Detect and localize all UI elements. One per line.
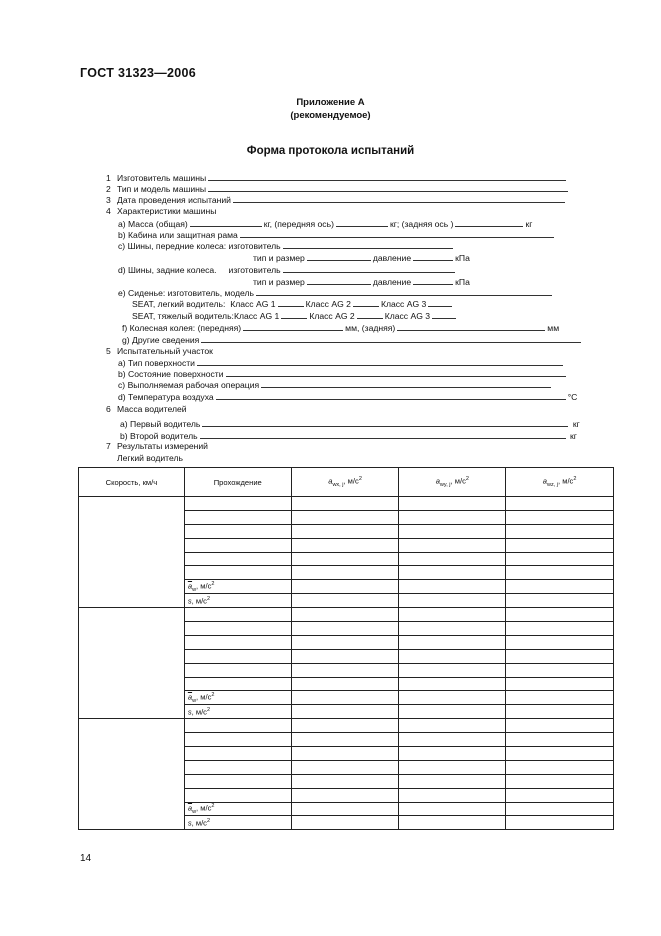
value-cell[interactable] [291,802,399,816]
speed-cell[interactable] [79,608,185,719]
pass-cell[interactable] [184,552,291,566]
value-cell[interactable] [399,524,506,538]
table-row [79,719,614,733]
pass-cell[interactable] [184,677,291,691]
value-cell[interactable] [506,594,614,608]
value-cell[interactable] [506,608,614,622]
value-cell[interactable] [291,552,399,566]
speed-cell[interactable] [79,497,185,608]
line-first-driver: a) Первый водитель кг [120,419,580,429]
value-cell[interactable] [291,622,399,636]
line-driver-mass: 6 Масса водителей [106,404,187,414]
mean-label-cell[interactable]: $\overline{a}_w$, $м/с^2$ [184,691,291,705]
pass-cell[interactable] [184,538,291,552]
value-cell[interactable] [506,635,614,649]
pass-cell[interactable] [184,524,291,538]
line-surface-type: a) Тип поверхности [118,357,565,369]
value-cell[interactable] [399,510,506,524]
value-cell[interactable] [399,608,506,622]
pass-cell[interactable] [184,649,291,663]
value-cell[interactable] [399,566,506,580]
value-cell[interactable] [291,816,399,830]
value-cell[interactable] [399,497,506,511]
line-rear-tires-size: тип и размер давление кПа [253,277,470,287]
value-cell[interactable] [291,774,399,788]
header-pass: Прохождение [184,468,291,497]
value-cell[interactable] [399,774,506,788]
line-model: 2 Тип и модель машины [106,183,570,195]
value-cell[interactable] [506,538,614,552]
line-seat-light: SEAT, легкий водитель: Класс AG 1 Класс AG 2 Класс AG 3 [132,298,454,310]
pass-cell[interactable] [184,566,291,580]
s-label-cell[interactable]: s, $м/с^2$ [184,705,291,719]
value-cell[interactable] [291,594,399,608]
value-cell[interactable] [506,705,614,719]
value-cell[interactable] [291,733,399,747]
pass-cell[interactable] [184,774,291,788]
value-cell[interactable] [506,774,614,788]
line-cabin: b) Кабина или защитная рама [118,229,556,241]
pass-cell[interactable] [184,663,291,677]
value-cell[interactable] [399,580,506,594]
value-cell[interactable] [399,705,506,719]
header-awy: $a_{wy, j}$, $м/с^2$ [399,468,506,497]
line-surface-state: b) Состояние поверхности [118,368,568,380]
value-cell[interactable] [399,663,506,677]
value-cell[interactable] [291,788,399,802]
value-cell[interactable] [399,552,506,566]
pass-cell[interactable] [184,497,291,511]
value-cell[interactable] [399,622,506,636]
value-cell[interactable] [399,635,506,649]
pass-cell[interactable] [184,733,291,747]
line-seat: e) Сиденье: изготовитель, модель [118,287,554,299]
value-cell[interactable] [506,580,614,594]
line-other: g) Другие сведения [122,334,583,346]
line-operation: c) Выполняемая рабочая операция [118,379,553,391]
value-cell[interactable] [506,719,614,733]
results-table [78,467,614,830]
line-characteristics: 4 Характеристики машины [106,206,217,216]
line-front-tires: c) Шины, передние колеса: изготовитель [118,240,455,252]
value-cell[interactable] [506,524,614,538]
value-cell[interactable] [291,705,399,719]
value-cell[interactable] [506,802,614,816]
value-cell[interactable] [399,594,506,608]
pass-cell[interactable] [184,510,291,524]
line-seat-heavy: SEAT, тяжелый водитель:Класс AG 1 Класс AG 2 Класс AG 3 [132,310,458,322]
value-cell[interactable] [291,663,399,677]
table-row [79,608,614,622]
annex-title: Приложение А [296,97,365,108]
pass-cell[interactable] [184,788,291,802]
line-light-driver: Легкий водитель [117,453,184,463]
value-cell[interactable] [506,510,614,524]
pass-cell[interactable] [184,622,291,636]
value-cell[interactable] [506,677,614,691]
value-cell[interactable] [291,538,399,552]
table-header-row [79,468,614,497]
value-cell[interactable] [506,747,614,761]
value-cell[interactable] [506,552,614,566]
value-cell[interactable] [399,760,506,774]
value-cell[interactable] [399,691,506,705]
value-cell[interactable] [291,635,399,649]
standard-header: ГОСТ 31323—2006 [80,66,197,80]
value-cell[interactable] [506,733,614,747]
value-cell[interactable] [291,691,399,705]
s-label-cell[interactable]: s, $м/с^2$ [184,816,291,830]
line-second-driver: b) Второй водитель кг [120,431,577,441]
line-rear-tires: d) Шины, задние колеса. изготовитель [118,264,457,276]
value-cell[interactable] [399,816,506,830]
page-number: 14 [80,853,92,864]
value-cell[interactable] [399,677,506,691]
annex-status: (рекомендуемое) [290,110,371,121]
value-cell[interactable] [399,788,506,802]
line-test-date: 3 Дата проведения испытаний [106,194,567,206]
header-speed: Скорость, км/ч [79,468,185,497]
mean-label-cell[interactable]: $\overline{a}_w$, $м/с^2$ [184,802,291,816]
value-cell[interactable] [291,649,399,663]
value-cell[interactable] [291,719,399,733]
value-cell[interactable] [291,566,399,580]
speed-cell[interactable] [79,719,185,830]
s-label-cell[interactable]: s, $м/с^2$ [184,594,291,608]
value-cell[interactable] [506,622,614,636]
value-cell[interactable] [399,649,506,663]
value-cell[interactable] [291,524,399,538]
line-manufacturer: 1 Изготовитель машины [106,172,568,184]
value-cell[interactable] [291,677,399,691]
pass-cell[interactable] [184,719,291,733]
value-cell[interactable] [399,719,506,733]
line-track: f) Колесная колея: (передняя) мм, (задняя) мм [122,323,560,333]
value-cell[interactable] [506,788,614,802]
value-cell[interactable] [506,649,614,663]
value-cell[interactable] [506,816,614,830]
value-cell[interactable] [506,663,614,677]
line-mass: a) Масса (общая) кг, (передняя ось) кг; (задняя ось ) кг [118,219,533,229]
value-cell[interactable] [291,510,399,524]
value-cell[interactable] [506,760,614,774]
form-title: Форма протокола испытаний [246,145,415,157]
header-awx: $a_{wx, j}$, $м/с^2$ [291,468,399,497]
pass-cell[interactable] [184,747,291,761]
value-cell[interactable] [399,538,506,552]
pass-cell[interactable] [184,760,291,774]
pass-cell[interactable] [184,635,291,649]
value-cell[interactable] [291,497,399,511]
line-test-area: 5 Испытательный участок [106,346,213,356]
mean-label-cell[interactable]: $\overline{a}_w$, $м/с^2$ [184,580,291,594]
value-cell[interactable] [291,760,399,774]
line-front-tires-size: тип и размер давление кПа [253,253,470,263]
pass-cell[interactable] [184,608,291,622]
value-cell[interactable] [291,608,399,622]
line-temperature: d) Температура воздуха °С [118,392,578,402]
value-cell[interactable] [399,733,506,747]
value-cell[interactable] [506,497,614,511]
value-cell[interactable] [399,802,506,816]
line-results: 7 Результаты измерений [106,441,208,451]
header-awz: $a_{wz, j}$, $м/с^2$ [506,468,614,497]
value-cell[interactable] [291,580,399,594]
table-row [79,497,614,511]
value-cell[interactable] [291,747,399,761]
value-cell[interactable] [506,566,614,580]
value-cell[interactable] [399,747,506,761]
value-cell[interactable] [506,691,614,705]
